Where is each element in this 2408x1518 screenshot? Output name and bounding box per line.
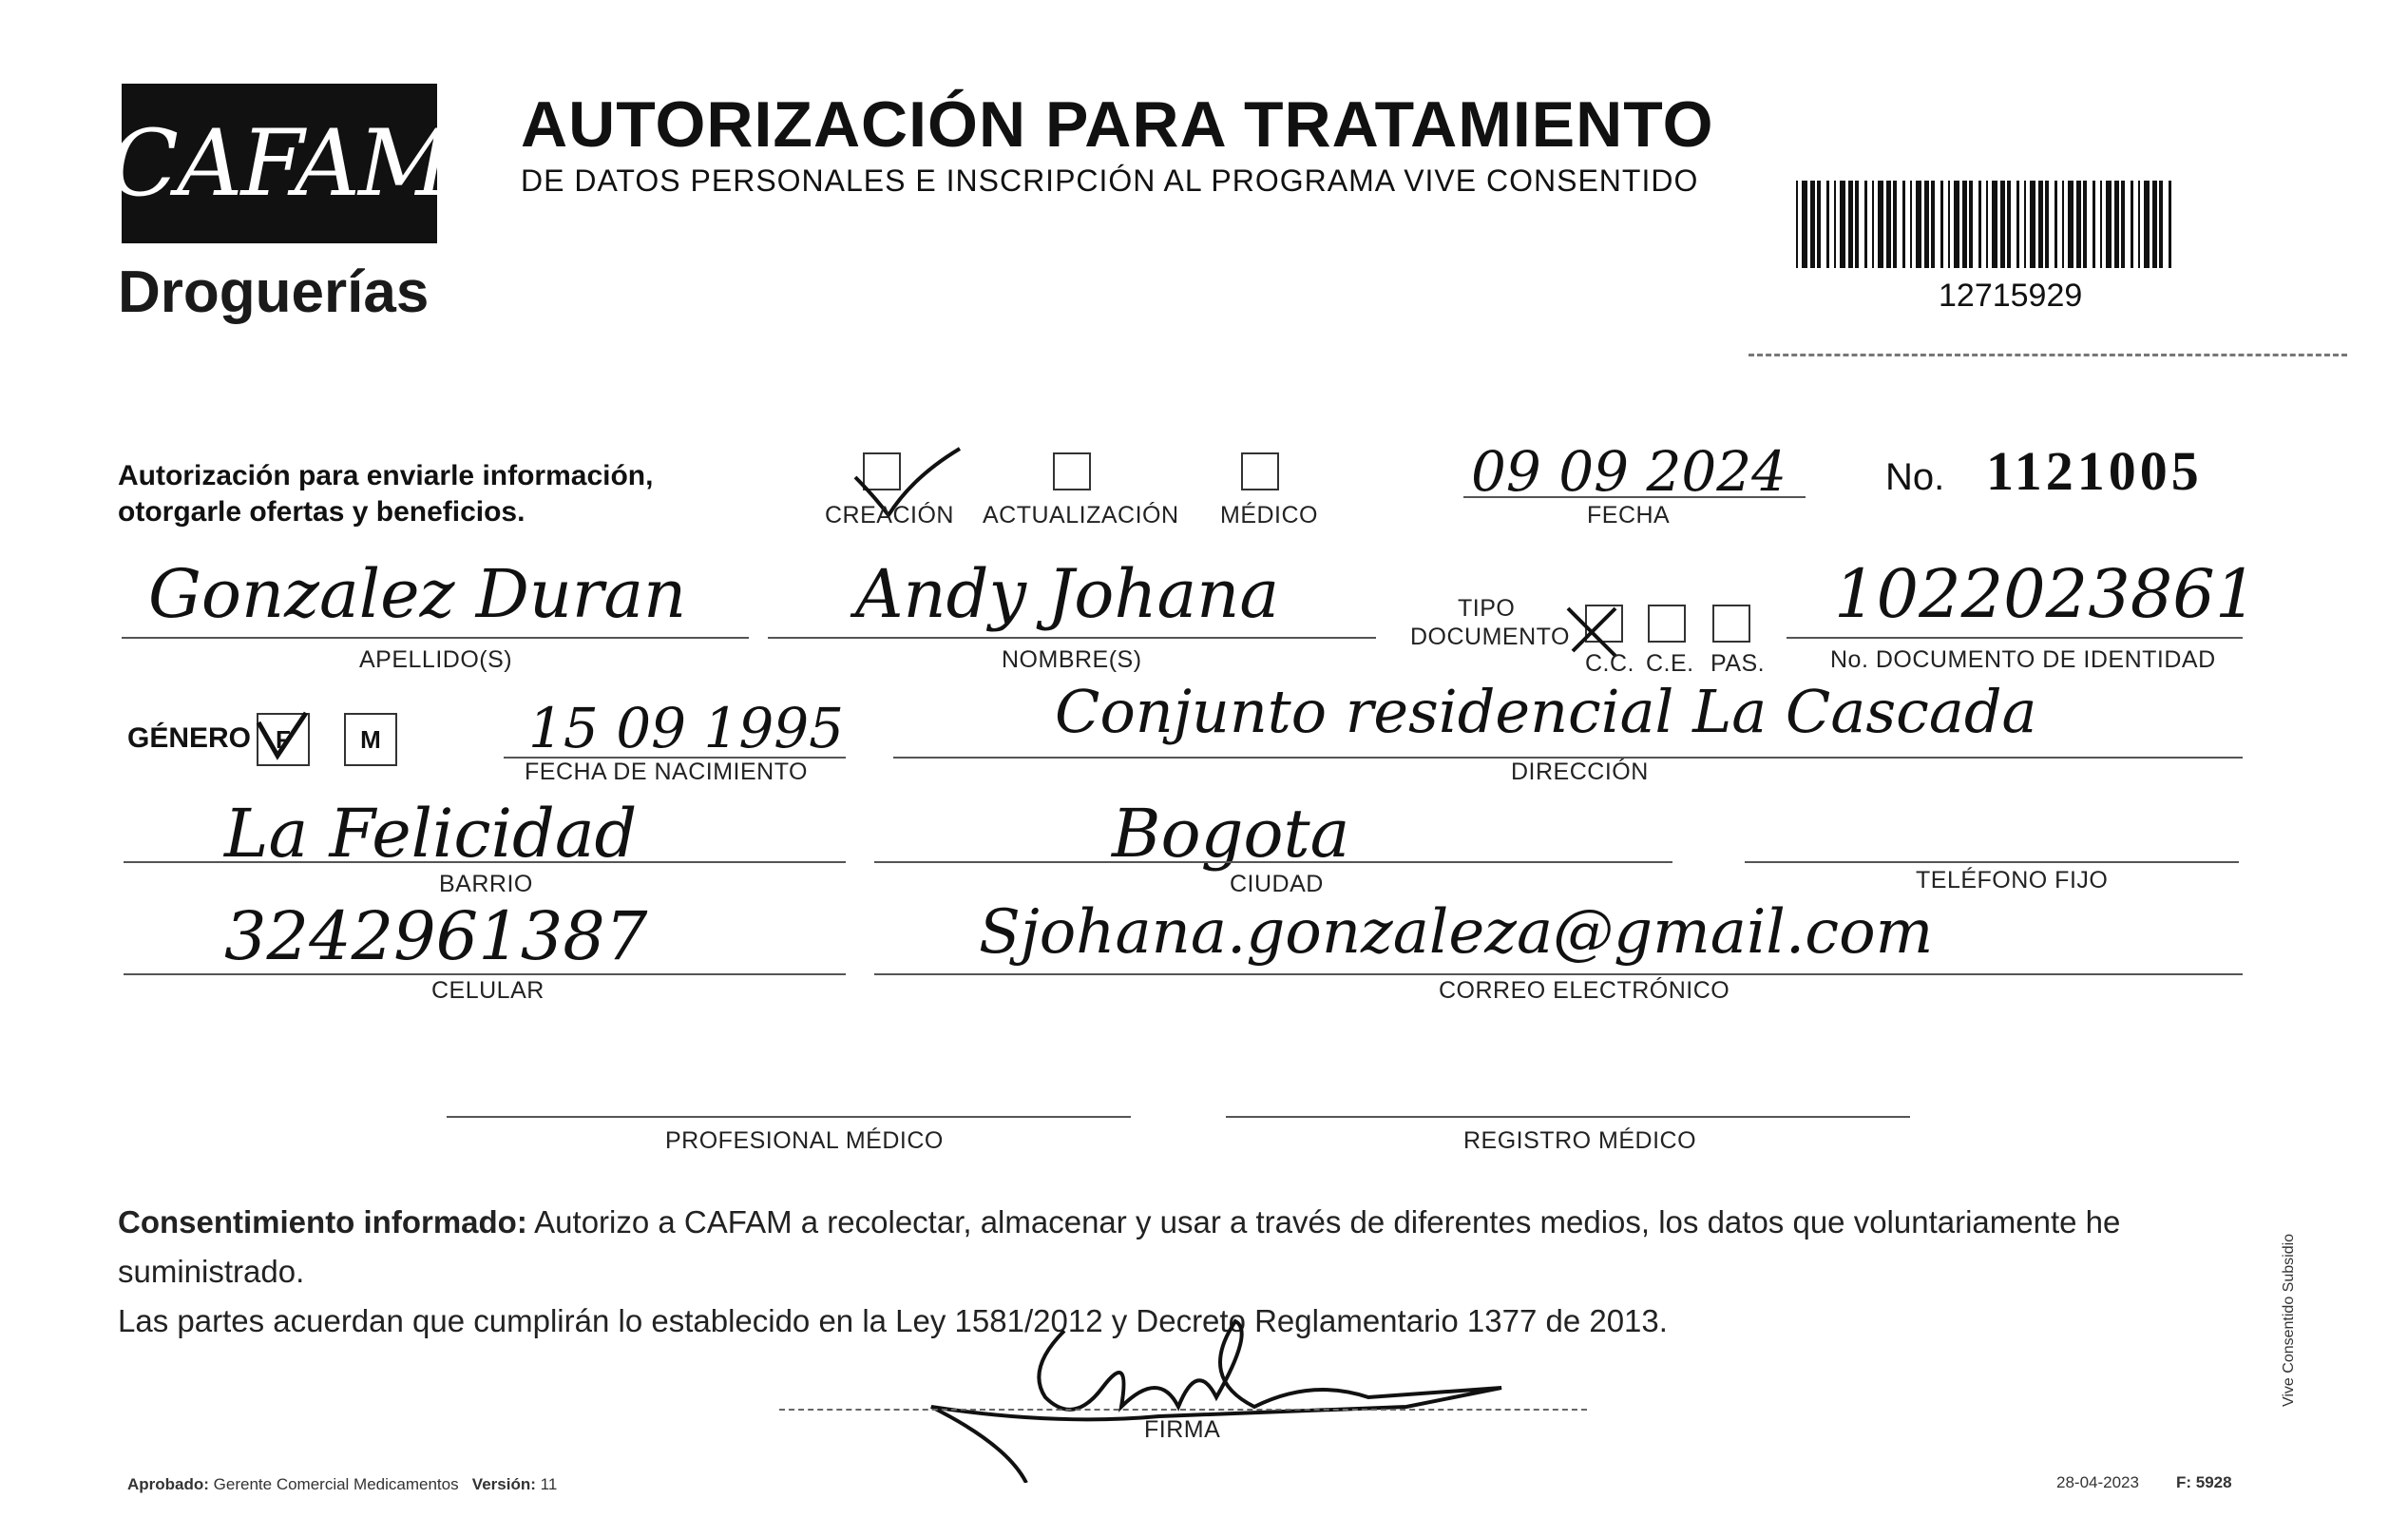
label-registro: REGISTRO MÉDICO [1463,1127,1697,1154]
footer-approved-label: Aprobado: [127,1475,209,1493]
checkbox-genero-m[interactable] [344,713,397,766]
barcode-number: 12715929 [1939,278,2083,314]
nombres-line [768,637,1376,639]
footer-date: 28-04-2023 [2056,1473,2139,1491]
fecha-value: 09 09 2024 [1471,439,1787,504]
telefono-line [1745,861,2239,863]
label-barrio: BARRIO [439,871,533,897]
check-mark-genero [249,703,315,770]
label-number: No. [1885,456,1945,498]
genero-f-text: F [276,724,291,754]
document-subtitle: DE DATOS PERSONALES E INSCRIPCIÓN AL PROGRAMA VIVE CONSENTIDO [521,163,1699,198]
checkbox-medico[interactable] [1241,452,1279,490]
label-ce: C.E. [1646,650,1694,677]
cafam-logo [108,84,450,243]
documento-line [1787,637,2243,639]
label-tipo-1: TIPO [1458,595,1516,622]
nacimiento-value: 15 09 1995 [528,696,845,760]
auth-text-line1: Autorización para enviarle información, [118,460,654,491]
logo-text: CAFAM [108,110,450,217]
label-cc: C.C. [1585,650,1634,677]
registro-line [1226,1116,1910,1118]
label-firma: FIRMA [1144,1416,1221,1443]
celular-line [124,973,846,975]
celular-value: 3242961387 [224,897,648,975]
checkbox-ce[interactable] [1648,605,1686,643]
checkbox-actualizacion[interactable] [1053,452,1091,490]
label-telefono: TELÉFONO FIJO [1916,867,2109,894]
label-direccion: DIRECCIÓN [1511,759,1649,785]
label-celular: CELULAR [431,977,545,1004]
footer-approved [127,1475,557,1494]
profesional-line [447,1116,1131,1118]
fecha-line [1463,496,1806,498]
documento-value: 1022023861 [1834,555,2258,633]
ciudad-value: Bogota [1112,795,1350,873]
correo-value: Sjohana.gonzaleza@gmail.com [979,897,1934,968]
footer-version-value: 11 [540,1475,558,1493]
label-correo: CORREO ELECTRÓNICO [1439,977,1730,1004]
barcode [1796,181,2176,268]
auth-text-line2: otorgarle ofertas y beneficios. [118,496,526,528]
label-apellidos: APELLIDO(S) [359,646,513,673]
label-ciudad: CIUDAD [1230,871,1324,897]
signature-drawing [912,1293,1520,1483]
label-actualizacion: ACTUALIZACIÓN [983,502,1179,528]
barrio-line [124,861,846,863]
document-title: AUTORIZACIÓN PARA TRATAMIENTO [521,88,1714,161]
footer-approved-value: Gerente Comercial Medicamentos [213,1475,459,1493]
form-number: 1121005 [1986,440,2203,502]
label-medico: MÉDICO [1220,502,1318,528]
cut-line [1749,354,2347,356]
label-nombres: NOMBRE(S) [1002,646,1142,673]
apellidos-line [122,637,749,639]
consent-heading: Consentimiento informado: [118,1204,527,1239]
footer-version-label: Versión: [471,1475,536,1493]
label-genero: GÉNERO [127,722,252,754]
label-creacion: CREACIÓN [825,502,954,528]
firma-line [779,1409,1587,1411]
footer-form-code: F: 5928 [2176,1473,2232,1491]
consent-text-1: Autorizo a CAFAM a recolectar, almacenar y usar a través de diferentes medios, los datos que voluntariamente he suministrado. [118,1204,2121,1289]
label-documento: No. DOCUMENTO DE IDENTIDAD [1830,646,2216,673]
correo-line [874,973,2243,975]
checkbox-pas[interactable] [1712,605,1750,643]
brand-subtitle: Droguerías [118,259,430,325]
ciudad-line [874,861,1672,863]
label-tipo-2: DOCUMENTO [1410,624,1570,650]
label-pas: PAS. [1710,650,1766,677]
label-nacimiento: FECHA DE NACIMIENTO [525,759,808,785]
direccion-value: Conjunto residencial La Cascada [1055,677,2037,746]
barrio-value: La Felicidad [224,795,638,873]
genero-m-text: M [360,724,381,754]
consent-text-2: Las partes acuerdan que cumplirán lo establecido en la Ley 1581/2012 y Decreto Reglamentario 1377 de 2013. [118,1303,1668,1338]
nombres-value: Andy Johana [855,555,1280,633]
label-fecha: FECHA [1587,502,1671,528]
side-vertical-text: Vive Consentido Subsidio [2281,1233,2297,1407]
label-profesional: PROFESIONAL MÉDICO [665,1127,944,1154]
apellidos-value: Gonzalez Duran [148,555,687,633]
